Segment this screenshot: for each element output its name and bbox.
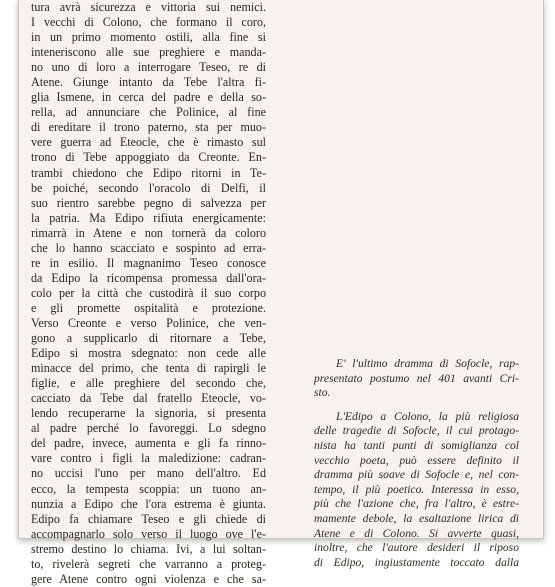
text-line: al padre perché lo favoreggi. Lo sdegno <box>31 421 266 436</box>
text-line: no uno di loro a interrogare Teseo, re di <box>31 60 266 75</box>
text-line: rella, ad annunciare che Polinice, al fine <box>31 105 266 120</box>
text-line: trambi chiedono che Edipo ritorni in Te- <box>31 165 266 180</box>
text-line: di Edipo, ingiustamente toccato dalla <box>314 555 519 569</box>
text-line: stremo destino lo chiama. Ivi, a lui soltan- <box>31 541 266 556</box>
text-line: trono di Tebe appoggiato da Creonte. En- <box>31 150 266 165</box>
text-line: di ereditare il trono paterno, sta per muo- <box>31 120 266 135</box>
text-line: no uccisi l'uno per mano dell'altro. Ed <box>31 466 266 481</box>
text-line: I vecchi di Colono, che formano il coro, <box>31 15 266 30</box>
text-line: più che l'azione che, fra l'altro, è estre- <box>314 497 519 511</box>
text-line: tempo, il più poetico. Interessa in esso, <box>314 482 519 496</box>
text-line: vecchio poeta, può essere definito il <box>314 453 519 467</box>
text-line: lendo recuperarne la signoria, si presenta <box>31 406 266 421</box>
text-line: cacciato da Tebe dal fratello Eteocle, vo- <box>31 391 266 406</box>
text-line: E' l'ultimo dramma di Sofocle, rap- <box>336 357 519 370</box>
text-line: vare contro i figli la maledizione: cadran- <box>31 451 266 466</box>
text-line: vere guerra ad Eteocle, che è rimasto sul <box>31 135 266 150</box>
text-line: ecco, la tempesta scoppia: un tuono an- <box>31 481 266 496</box>
text-line: tura avrà sicurezza e vittoria sui nemici. <box>31 0 266 14</box>
text-line: accompagnarlo solo verso il luogo ove l'e- <box>31 526 266 541</box>
text-line: dramma più soave di Sofocle e, nel con- <box>314 468 519 482</box>
text-line: nunzia a Edipo che l'ora estrema è giunta. <box>31 496 266 511</box>
text-line: glia Ismene, in cerca del padre e della so- <box>31 90 266 105</box>
text-line: sto. <box>314 386 331 400</box>
book-page <box>18 0 544 586</box>
text-line: presentato postumo nel 401 avanti Cri- <box>314 371 519 385</box>
text-line: mamente debole, la esaltazione lirica di <box>314 511 519 525</box>
text-line: del padre, invece, aumenta e gli fa rinno- <box>31 436 266 451</box>
text-line: re in esilio. Il magnanimo Teseo conosce <box>31 255 266 270</box>
synopsis-column <box>31 0 266 587</box>
text-line: inoltre, che l'autore desideri il riposo <box>314 541 519 555</box>
intro-paragraph <box>314 357 519 401</box>
text-line: che lo hanno scacciato e sospinto ad erra- <box>31 240 266 255</box>
text-line: la patria. Ma Edipo rifiuta energicamente: <box>31 210 266 225</box>
commentary-column <box>314 357 519 570</box>
commentary-paragraph <box>314 410 519 571</box>
text-line: L'Edipo a Colono, la più religiosa <box>336 409 519 423</box>
text-line: to, rivelerà segreti che varranno a proteg- <box>31 556 266 571</box>
text-line: gere Atene contro ogni violenza e che sa- <box>31 571 266 586</box>
text-line: be poiché, secondo l'oracolo di Delfi, il <box>31 180 266 195</box>
text-line: figlie, e alle preghiere del secondo che, <box>31 376 266 391</box>
text-line: in un primo momento ostili, alla fine si <box>31 30 266 45</box>
text-line: e gli promette ospitalità e protezione. <box>31 300 266 315</box>
paragraph-gap <box>314 401 519 410</box>
text-line: Verso Creonte e verso Polinice, che ven- <box>31 315 266 330</box>
text-line: Edipo si mostra sdegnato: non cede alle <box>31 346 266 361</box>
text-line: rimarrà in Atene e non tornerà da coloro <box>31 225 266 240</box>
text-line: inteneriscono alle sue preghiere e manda- <box>31 45 266 60</box>
text-line: gono a supplicarlo di ritornare a Tebe, <box>31 331 266 346</box>
text-line: delle tragedie di Sofocle, il cui protago- <box>314 424 519 438</box>
text-line: suo rientro sarebbe pegno di salvezza per <box>31 195 266 210</box>
text-line: colo per la città che custodirà il suo corpo <box>31 285 266 300</box>
text-line: minacce del primo, che tenta di rapirgli le <box>31 361 266 376</box>
text-line: Atene. Giunge intanto da Tebe l'altra fi- <box>31 75 266 90</box>
text-line: nista ha tanti punti di somiglianza col <box>314 438 519 452</box>
text-line: Atene e di Colono. Si avverte quasi, <box>314 526 519 540</box>
text-line: Edipo fa chiamare Teseo e gli chiede di <box>31 511 266 526</box>
text-line: da Edipo la ricompensa promessa dall'ora- <box>31 270 266 285</box>
